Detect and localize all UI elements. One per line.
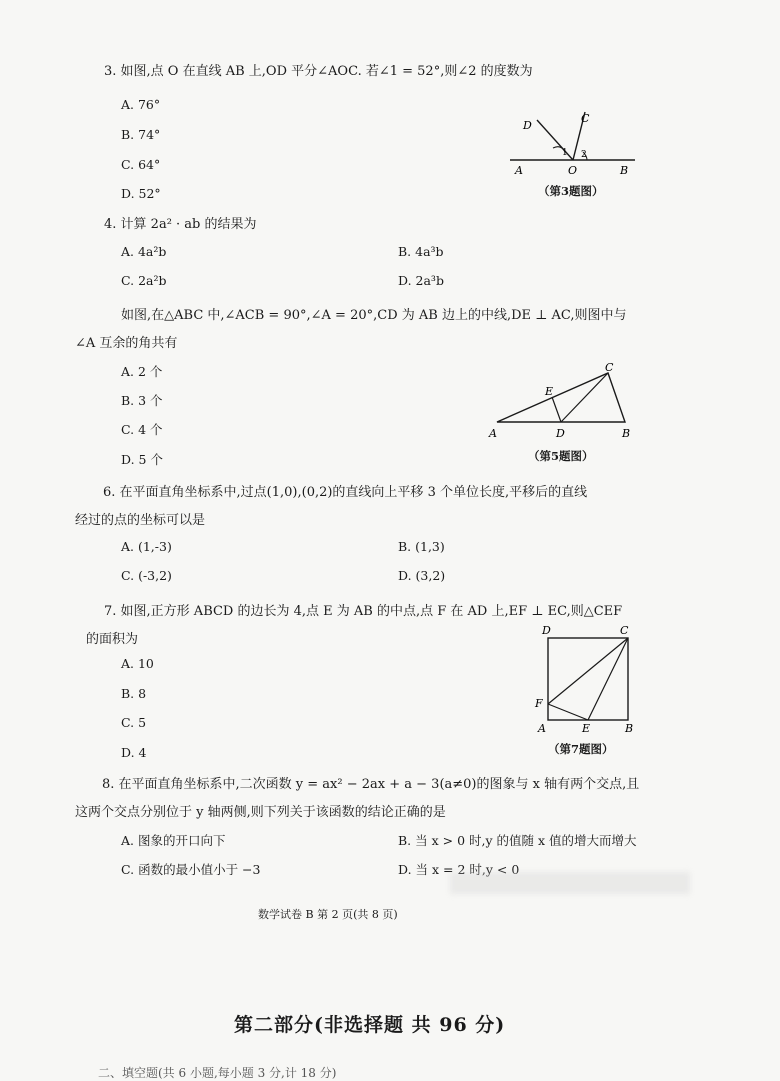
q3-figure (505, 100, 645, 180)
q3-label-d: D (523, 119, 532, 132)
q7-label-c: C (620, 624, 629, 637)
q5-figure (485, 360, 635, 445)
q4-option-b: B. 4a³b (398, 244, 444, 259)
q8-option-d: D. 当 x = 2 时,y < 0 (398, 862, 520, 877)
q5-caption: （第5题图） (528, 449, 594, 463)
q3-option-d: D. 52° (121, 186, 161, 201)
q5-option-d: D. 5 个 (121, 452, 163, 467)
q5-label-b: B (622, 427, 631, 440)
q7-label-f: F (535, 697, 543, 710)
q7-caption: （第7题图） (548, 742, 614, 756)
q3-stem: 3. 如图,点 O 在直线 AB 上,OD 平分∠AOC. 若∠1 = 52°,则∠2 的度数为 (104, 64, 533, 79)
section-title: 第二部分(非选择题 共 96 分) (234, 1014, 506, 1036)
q7-stem-line2: 的面积为 (86, 632, 139, 647)
q4-option-c: C. 2a²b (121, 273, 167, 288)
q6-stem-line1: 6. 在平面直角坐标系中,过点(1,0),(0,2)的直线向上平移 3 个单位长度,平移后的直线 (103, 485, 588, 500)
q7-option-a: A. 10 (121, 656, 154, 671)
q7-label-a: A (538, 722, 546, 735)
q5-stem-line2: ∠A 互余的角共有 (75, 336, 178, 351)
q3-label-o: O (568, 164, 578, 177)
q6-stem-line2: 经过的点的坐标可以是 (75, 513, 206, 528)
q4-option-a: A. 4a²b (121, 244, 167, 259)
q3-label-c: C (581, 112, 590, 125)
page-footer: 数学试卷 B 第 2 页(共 8 页) (258, 908, 398, 921)
q4-option-d: D. 2a³b (398, 273, 444, 288)
q7-option-b: B. 8 (121, 686, 147, 701)
q7-figure (530, 620, 640, 738)
q4-stem: 4. 计算 2a² · ab 的结果为 (104, 217, 257, 232)
q3-angle-2: 2 (581, 150, 587, 160)
q7-label-e: E (582, 722, 591, 735)
q5-option-c: C. 4 个 (121, 422, 163, 437)
q5-label-d: D (556, 427, 565, 440)
q7-label-b: B (625, 722, 634, 735)
q7-option-d: D. 4 (121, 745, 147, 760)
q8-option-a: A. 图象的开口向下 (121, 833, 226, 848)
q3-option-b: B. 74° (121, 127, 161, 142)
q3-option-c: C. 64° (121, 157, 161, 172)
q5-label-c: C (605, 361, 614, 374)
q5-label-a: A (489, 427, 497, 440)
q7-label-d: D (542, 624, 551, 637)
q3-label-a: A (515, 164, 523, 177)
q7-stem-line1: 7. 如图,正方形 ABCD 的边长为 4,点 E 为 AB 的中点,点 F 在 AD 上,EF ⊥ EC,则△CEF (104, 604, 623, 619)
q3-angle-1: 1 (562, 148, 568, 158)
next-section-line: 二、填空题(共 6 小题,每小题 3 分,计 18 分) (98, 1066, 337, 1080)
q7-option-c: C. 5 (121, 715, 147, 730)
q3-label-b: B (620, 164, 629, 177)
q3-caption: （第3题图） (538, 184, 604, 198)
q6-option-c: C. (-3,2) (121, 568, 172, 583)
q6-option-d: D. (3,2) (398, 568, 446, 583)
q5-label-e: E (545, 385, 554, 398)
q8-stem-line2: 这两个交点分别位于 y 轴两侧,则下列关于该函数的结论正确的是 (75, 805, 446, 820)
blurred-smudge (450, 872, 690, 894)
q5-option-b: B. 3 个 (121, 393, 163, 408)
q5-stem-line1: 如图,在△ABC 中,∠ACB = 90°,∠A = 20°,CD 为 AB 边上的中线,DE ⊥ AC,则图中与 (121, 308, 627, 323)
q8-option-b: B. 当 x > 0 时,y 的值随 x 值的增大而增大 (398, 833, 637, 848)
q8-stem-line1: 8. 在平面直角坐标系中,二次函数 y = ax² − 2ax + a − 3(a≠0)的图象与 x 轴有两个交点,且 (102, 777, 640, 792)
q3-option-a: A. 76° (121, 97, 161, 112)
q6-option-b: B. (1,3) (398, 539, 445, 554)
q8-option-c: C. 函数的最小值小于 −3 (121, 862, 261, 877)
q6-option-a: A. (1,-3) (121, 539, 172, 554)
q5-option-a: A. 2 个 (121, 364, 163, 379)
